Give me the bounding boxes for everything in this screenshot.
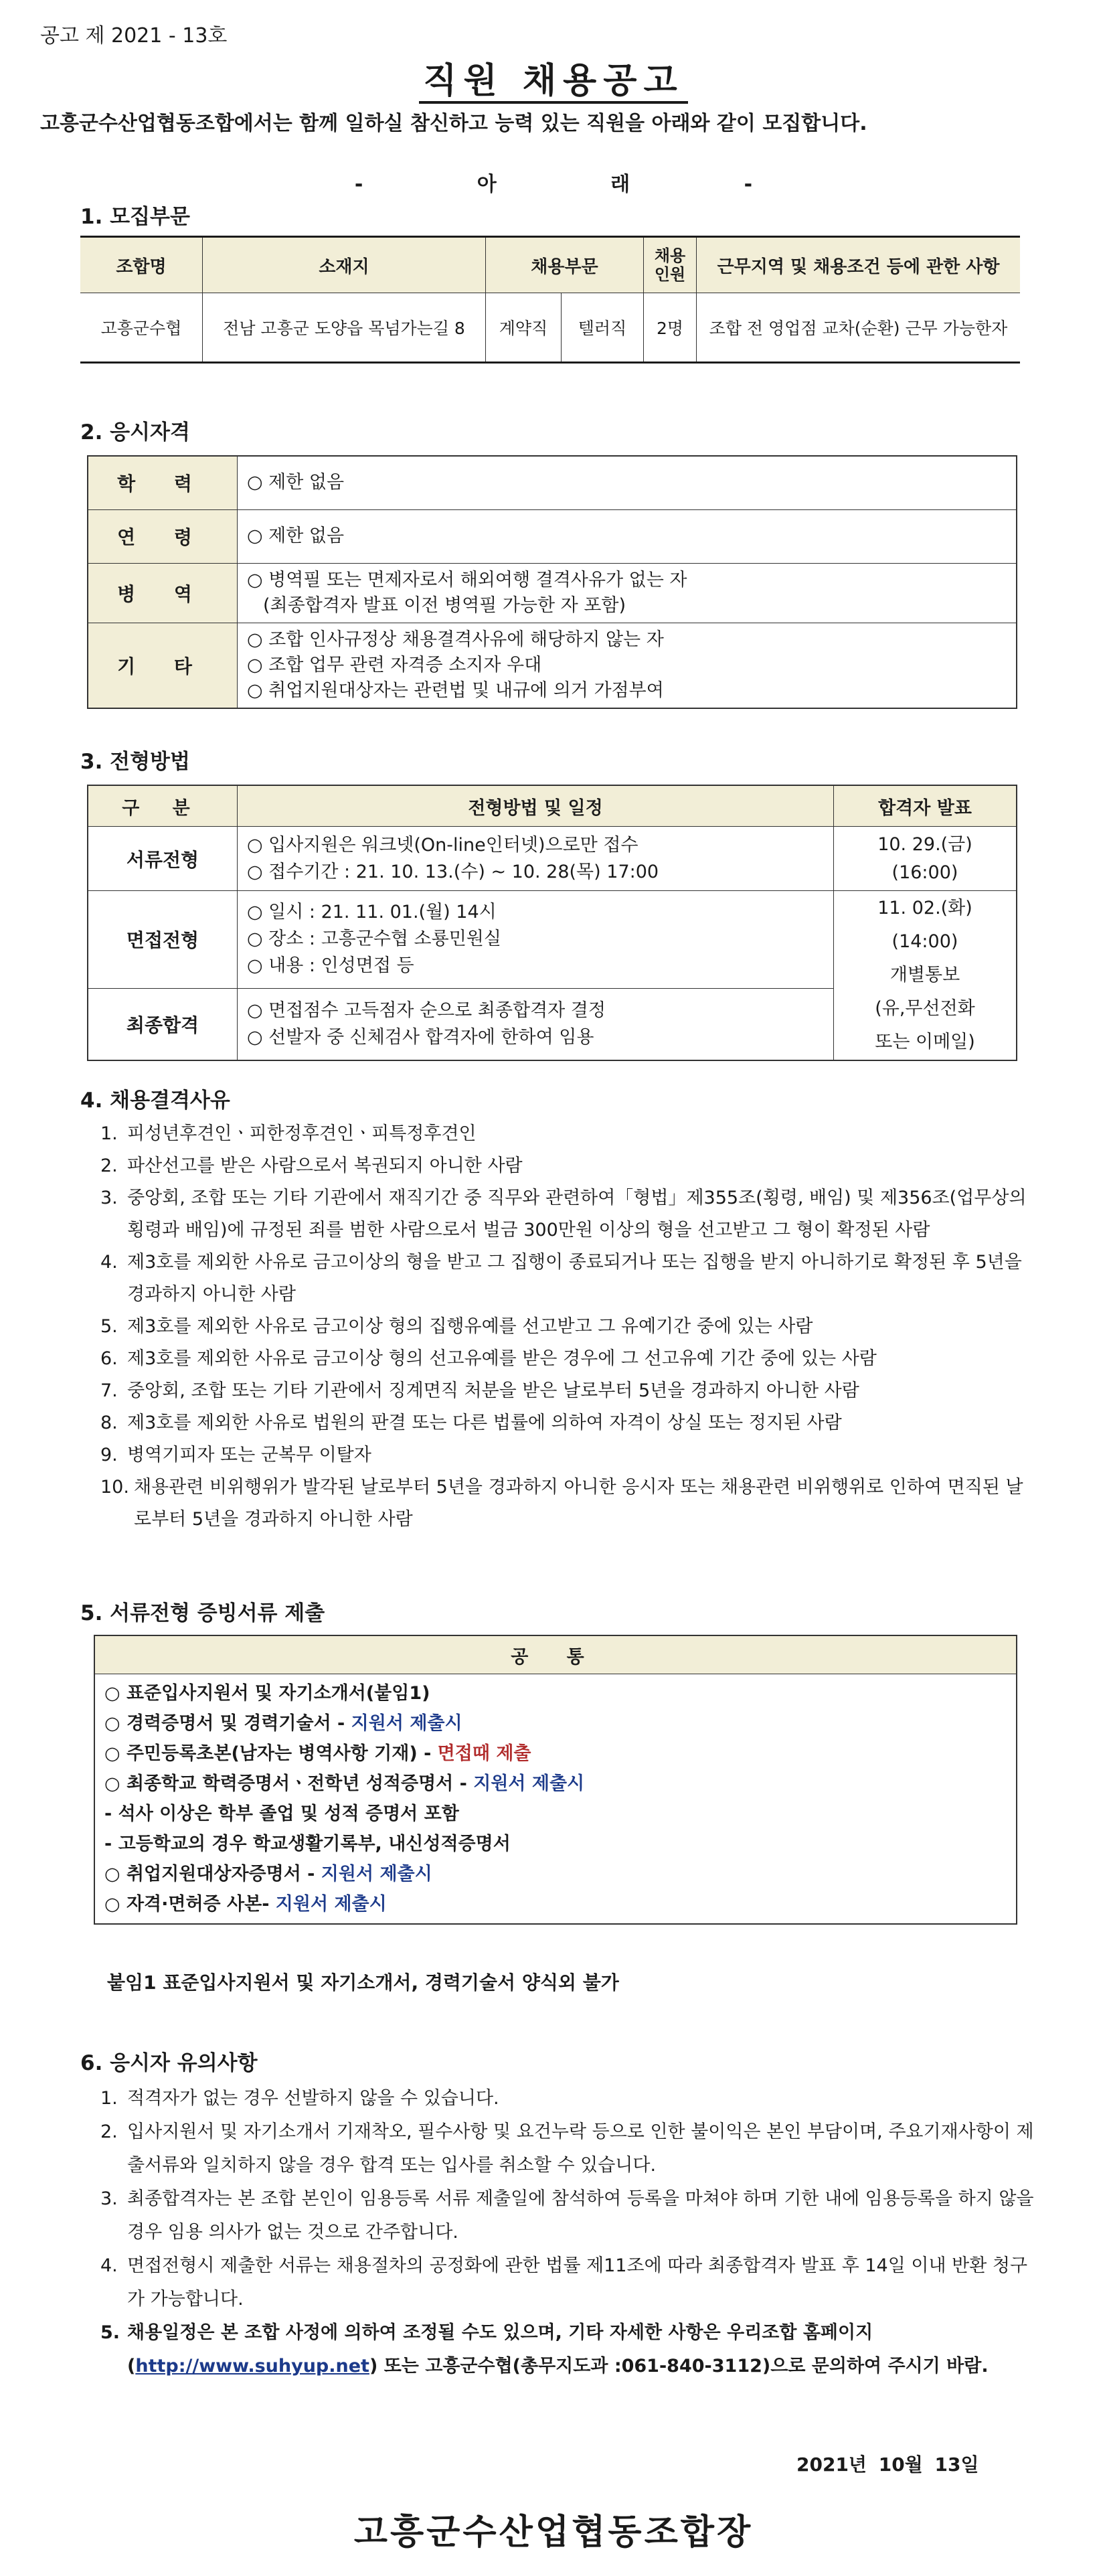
etc-line-3: ○ 취업지원대상자는 관련법 및 내규에 의거 가점부여 <box>247 679 664 701</box>
military-line-1: ○ 병역필 또는 면제자로서 해외여행 결격사유가 없는 자 <box>247 569 687 590</box>
doc-line-2: ○ 접수기간 : 21. 10. 13.(수) ~ 10. 28(목) 17:00 <box>247 861 659 882</box>
value-etc <box>238 623 1017 708</box>
header-conditions: 근무지역 및 채용조건 등에 관한 사항 <box>697 237 1021 293</box>
label-interview: 면접전형 <box>88 891 238 989</box>
doc-item-2 <box>104 1708 1007 1739</box>
qualification-table <box>87 455 1017 709</box>
announce-final-channel-2: 또는 이메일) <box>875 1032 975 1052</box>
doc-item-4-text: ○ 최종학교 학력증명서ㆍ전학년 성적증명서 - <box>104 1773 474 1794</box>
note-5-text-a: 채용일정은 본 조합 사정에 의하여 조정될 수도 있으며, 기타 자세한 사항은 우리조합 홈페이지 ( <box>127 2322 873 2377</box>
attachment-note: 붙임1 표준입사지원서 및 자기소개서, 경력기술서 양식외 불가 <box>107 1971 619 1994</box>
item-text: 입사지원서 및 자기소개서 기재착오, 필수사항 및 요건누락 등으로 인한 불이익은 본인 부담이며, 주요기재사항이 제출서류와 일치하지 않을 경우 합격 또는 입사를 취소할 수 있습니다. <box>127 2121 1034 2176</box>
final-line-1: ○ 면접점수 고득점자 순으로 최종합격자 결정 <box>247 999 606 1021</box>
header-location: 소재지 <box>203 237 486 293</box>
table-row <box>88 456 1017 509</box>
item-number: 3. <box>100 1188 118 1208</box>
item-number: 6. <box>100 1348 118 1369</box>
announce-final-channel-1: (유,무선전화 <box>875 998 975 1019</box>
interview-line-3: ○ 내용 : 인성면접 등 <box>247 955 414 977</box>
section-1-heading: 1. 모집부문 <box>80 205 190 229</box>
list-item <box>100 1118 1037 1150</box>
label-final: 최종합격 <box>88 988 238 1060</box>
announce-doc-time: (16:00) <box>891 862 958 883</box>
label-document-screening: 서류전형 <box>88 827 238 891</box>
doc-item-2-note: 지원서 제출시 <box>351 1713 462 1734</box>
doc-item-8-note: 지원서 제출시 <box>275 1894 387 1915</box>
header-category: 구 분 <box>88 785 238 827</box>
cell-count: 2명 <box>644 293 697 363</box>
list-item <box>100 2115 1037 2182</box>
doc-item-5: - 석사 이상은 학부 졸업 및 성적 증명서 포함 <box>104 1803 459 1824</box>
homepage-link[interactable]: http://www.suhyup.net <box>135 2356 369 2377</box>
value-education: ○ 제한 없음 <box>238 456 1017 509</box>
selection-table <box>87 785 1017 1061</box>
table-row <box>88 623 1017 708</box>
interview-line-2: ○ 장소 : 고흥군수협 소룡민원실 <box>247 929 501 950</box>
section-2-heading: 2. 응시자격 <box>80 420 190 445</box>
section-4-heading: 4. 채용결격사유 <box>80 1089 230 1113</box>
table-row <box>88 563 1017 623</box>
doc-item-3-note: 면접때 제출 <box>437 1743 531 1764</box>
item-number: 5. <box>100 2322 120 2343</box>
cell-location: 전남 고흥군 도양읍 목넘가는길 8 <box>203 293 486 363</box>
notice-number: 공고 제 2021 - 13호 <box>40 24 228 48</box>
announce-doc-date: 10. 29.(금) <box>877 833 972 855</box>
list-item <box>100 1343 1037 1375</box>
item-number: 2. <box>100 2121 118 2142</box>
item-number: 4. <box>100 1252 118 1273</box>
announce-final-time: (14:00) <box>891 931 958 952</box>
disqualification-list <box>100 1118 1037 1536</box>
header-common: 공 통 <box>94 1635 1017 1674</box>
list-item <box>100 1471 1037 1536</box>
item-text: 면접전형시 제출한 서류는 채용절차의 공정화에 관한 법률 제11조에 따라 최종합격자 발표 후 14일 이내 반환 청구가 가능합니다. <box>127 2255 1028 2310</box>
item-text: 적격자가 없는 경우 선발하지 않을 수 있습니다. <box>127 2088 499 2109</box>
item-number: 8. <box>100 1413 118 1433</box>
item-text: 제3호를 제외한 사유로 금고이상 형의 선고유예를 받은 경우에 그 선고유예 기간 중에 있는 사람 <box>127 1348 877 1369</box>
table-row <box>88 891 1017 989</box>
label-military: 병 역 <box>88 563 238 623</box>
header-method: 전형방법 및 일정 <box>238 785 834 827</box>
documents-table <box>94 1635 1017 1925</box>
header-dept: 채용부문 <box>486 237 644 293</box>
list-item <box>100 1150 1037 1182</box>
label-education: 학 력 <box>88 456 238 509</box>
below-marker: - 아 래 - <box>354 173 753 196</box>
section-3-heading: 3. 전형방법 <box>80 750 190 774</box>
etc-line-2: ○ 조합 업무 관련 자격증 소지자 우대 <box>247 654 542 675</box>
cell-conditions: 조합 전 영업점 교차(순환) 근무 가능한자 <box>697 293 1021 363</box>
item-number: 2. <box>100 1155 118 1176</box>
doc-item-4 <box>104 1769 1007 1799</box>
list-item <box>100 2316 1037 2383</box>
doc-item-8 <box>104 1889 1007 1919</box>
note-5-text-b: ) 또는 고흥군수협(총무지도과 :061-840-3112)으로 문의하여 주시기 바람. <box>369 2356 989 2377</box>
table-row <box>88 827 1017 891</box>
list-item <box>100 1407 1037 1439</box>
item-number: 3. <box>100 2188 118 2209</box>
table-row <box>88 509 1017 563</box>
list-item <box>100 1246 1037 1311</box>
item-text: 제3호를 제외한 사유로 금고이상의 형을 받고 그 집행이 종료되거나 또는 집행을 받지 아니하기로 확정된 후 5년을 경과하지 아니한 사람 <box>127 1252 1022 1305</box>
item-text: 제3호를 제외한 사유로 법원의 판결 또는 다른 법률에 의하여 자격이 상실 또는 정지된 사람 <box>127 1413 842 1433</box>
doc-item-7 <box>104 1859 1007 1889</box>
item-number: 5. <box>100 1316 118 1337</box>
item-number: 9. <box>100 1445 118 1465</box>
list-item <box>100 2182 1037 2249</box>
list-item <box>100 2082 1037 2115</box>
table-header-row <box>94 1635 1017 1674</box>
doc-item-7-text: ○ 취업지원대상자증명서 - <box>104 1864 321 1884</box>
item-text: 피성년후견인ㆍ피한정후견인ㆍ피특정후견인 <box>127 1123 477 1144</box>
value-document-screening <box>238 827 834 891</box>
item-text: 중앙회, 조합 또는 기타 기관에서 재직기간 중 직무와 관련하여「형법」제355조(횡령, 배임) 및 제356조(업무상의 횡령과 배임)에 규정된 죄를 범한 사람으로서 벌금 300만원 이상의 형을 선고받고 그 형이 확정된 사람 <box>127 1188 1027 1240</box>
cell-union: 고흥군수협 <box>80 293 203 363</box>
title-text: 직원 채용공고 <box>419 61 688 104</box>
notes-list <box>100 2082 1037 2383</box>
table-row <box>94 1674 1017 1925</box>
doc-line-1: ○ 입사지원은 워크넷(On-line인터넷)으로만 접수 <box>247 834 638 856</box>
item-text <box>127 2316 1037 2383</box>
doc-item-4-note: 지원서 제출시 <box>473 1773 585 1794</box>
value-age: ○ 제한 없음 <box>238 509 1017 563</box>
item-text: 파산선고를 받은 사람으로서 복권되지 아니한 사람 <box>127 1155 523 1176</box>
item-text: 제3호를 제외한 사유로 금고이상 형의 집행유예를 선고받고 그 유예기간 중에 있는 사람 <box>127 1316 813 1337</box>
intro-text: 고흥군수산업협동조합에서는 함께 일하실 참신하고 능력 있는 직원을 아래와 같이 모집합니다. <box>40 112 867 135</box>
item-number: 1. <box>100 2088 118 2109</box>
item-number: 4. <box>100 2255 118 2276</box>
item-number: 7. <box>100 1380 118 1401</box>
recruit-table <box>80 236 1020 364</box>
header-count: 채용 인원 <box>644 237 697 293</box>
page-title <box>0 52 1107 102</box>
item-number: 10. <box>100 1477 129 1498</box>
item-text: 채용관련 비위행위가 발각된 날로부터 5년을 경과하지 아니한 응시자 또는 채용관련 비위행위로 인하여 면직된 날로부터 5년을 경과하지 아니한 사람 <box>134 1477 1023 1530</box>
doc-item-3-text: ○ 주민등록초본(남자는 병역사항 기재) - <box>104 1743 438 1764</box>
value-interview <box>238 891 834 989</box>
doc-item-2-text: ○ 경력증명서 및 경력기술서 - <box>104 1713 351 1734</box>
announce-final-date: 11. 02.(화) <box>877 898 972 918</box>
doc-item-3 <box>104 1739 1007 1769</box>
label-etc: 기 타 <box>88 623 238 708</box>
announce-final-method: 개별통보 <box>889 965 960 985</box>
value-military <box>238 563 1017 623</box>
table-header-row <box>88 785 1017 827</box>
item-text: 중앙회, 조합 또는 기타 기관에서 징계면직 처분을 받은 날로부터 5년을 경과하지 아니한 사람 <box>127 1380 859 1401</box>
label-age: 연 령 <box>88 509 238 563</box>
value-final <box>238 988 834 1060</box>
etc-line-1: ○ 조합 인사규정상 채용결격사유에 해당하지 않는 자 <box>247 629 664 650</box>
header-union: 조합명 <box>80 237 203 293</box>
announce-document <box>834 827 1017 891</box>
announce-final <box>834 891 1017 1061</box>
cell-type: 계약직 <box>486 293 562 363</box>
interview-line-1: ○ 일시 : 21. 11. 01.(월) 14시 <box>247 902 497 923</box>
doc-item-8-text: ○ 자격·면허증 사본- <box>104 1894 276 1915</box>
final-line-2: ○ 선발자 중 신체검사 합격자에 한하여 임용 <box>247 1026 594 1048</box>
doc-item-6: - 고등학교의 경우 학교생활기록부, 내신성적증명서 <box>104 1834 511 1854</box>
item-text: 최종합격자는 본 조합 본인이 임용등록 서류 제출일에 참석하여 등록을 마쳐야 하며 기한 내에 임용등록을 하지 않을 경우 임용 의사가 없는 것으로 간주합니다. <box>127 2188 1034 2243</box>
notice-date: 2021년 10월 13일 <box>796 2453 979 2476</box>
list-item <box>100 1182 1037 1246</box>
signer: 고흥군수산업협동조합장 <box>353 2512 754 2553</box>
list-item <box>100 2249 1037 2316</box>
documents-cell <box>94 1674 1017 1925</box>
section-6-heading: 6. 응시자 유의사항 <box>80 2051 258 2075</box>
list-item <box>100 1375 1037 1407</box>
cell-role: 텔러직 <box>562 293 644 363</box>
item-number: 1. <box>100 1123 118 1144</box>
doc-item-7-note: 지원서 제출시 <box>321 1864 432 1884</box>
table-header-row <box>80 237 1020 293</box>
header-announce: 합격자 발표 <box>834 785 1017 827</box>
military-line-2: (최종합격자 발표 이전 병역필 가능한 자 포함) <box>263 594 626 616</box>
list-item <box>100 1439 1037 1471</box>
item-text: 병역기피자 또는 군복무 이탈자 <box>127 1445 371 1465</box>
table-row <box>80 293 1020 363</box>
list-item <box>100 1311 1037 1343</box>
doc-item-1: ○ 표준입사지원서 및 자기소개서(붙임1) <box>104 1683 430 1704</box>
section-5-heading: 5. 서류전형 증빙서류 제출 <box>80 1601 325 1625</box>
